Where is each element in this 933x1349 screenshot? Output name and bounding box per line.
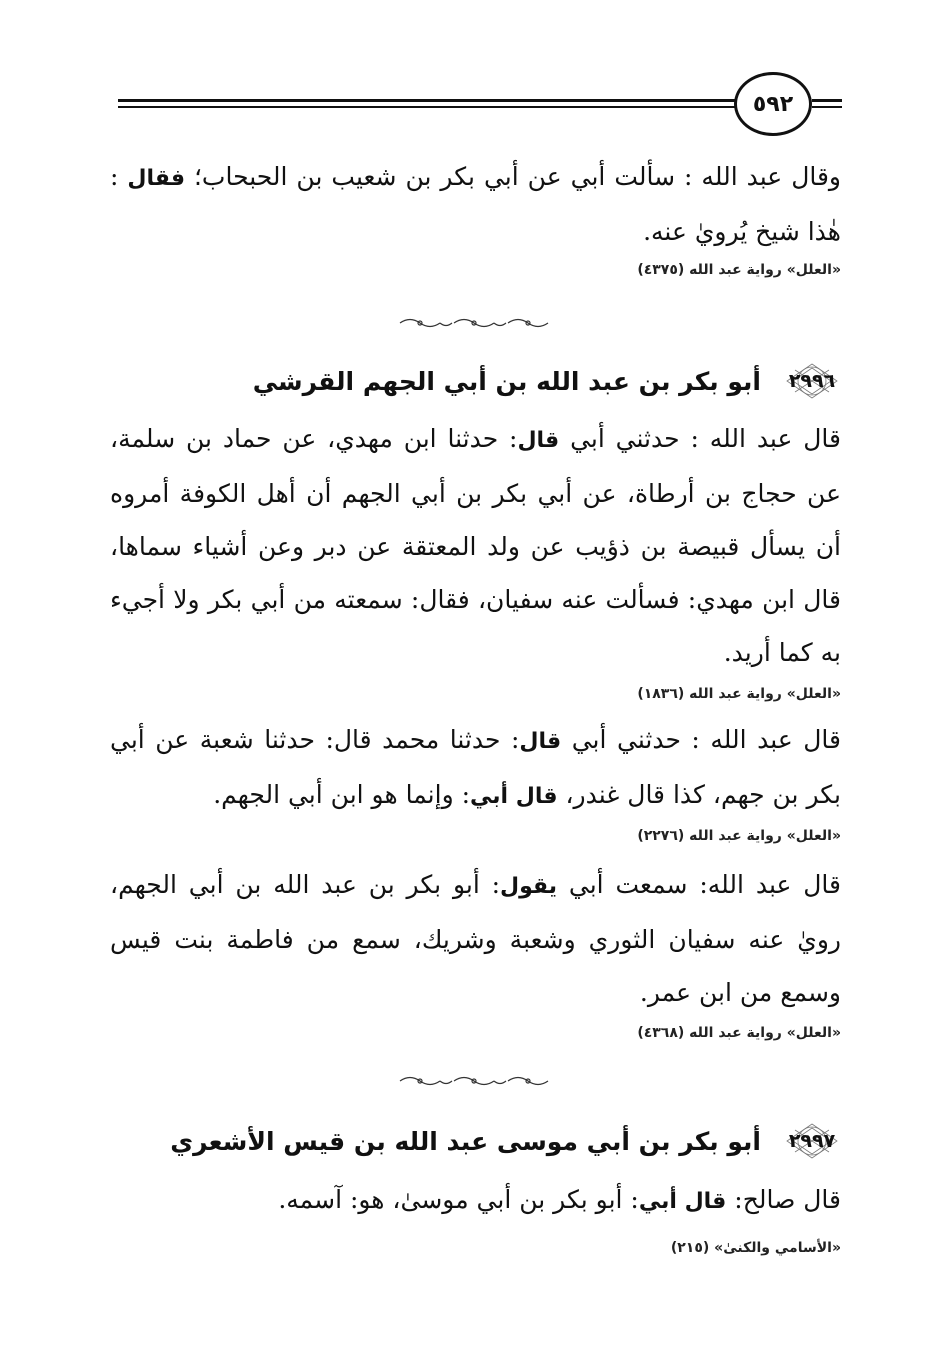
- source-citation: «الأسامي والكنىٰ» (٢١٥): [670, 1240, 841, 1256]
- source-citation: «العلل» رواية عبد الله (٤٣٦٨): [637, 1025, 841, 1041]
- entry-title: أبو بكر بن أبي موسى عبد الله بن قيس الأشعري: [170, 1126, 761, 1156]
- ornament-divider: [396, 1074, 556, 1088]
- header-rule: [118, 106, 738, 108]
- narration-paragraph: قال عبد الله: سمعت أبي يقول: أبو بكر بن عبد الله بن أبي الجهم، رويٰ عنه سفيان الثوري وشعبة وشريك، سمع من فاطمة بنت قيس وسمع من ابن عمر.: [110, 870, 841, 1007]
- entry-number: ٢٩٩٦: [788, 370, 836, 392]
- source-citation: «العلل» رواية عبد الله (٢٢٧٦): [637, 828, 841, 844]
- header-rule: [118, 99, 738, 102]
- intro-paragraph: وقال عبد الله : سألت أبي عن أبي بكر بن شعيب بن الحبحاب؛ فقال : هٰذا شيخ يُرويٰ عنه.: [110, 162, 842, 246]
- header-rule: [812, 99, 842, 102]
- ornament-divider: [396, 316, 556, 330]
- entry-number-badge: [783, 1122, 841, 1160]
- entry-heading: [110, 362, 841, 400]
- source-citation: «العلل» رواية عبد الله (١٨٣٦): [637, 686, 841, 702]
- entry-heading: [110, 1122, 841, 1160]
- entry-title: أبو بكر بن عبد الله بن أبي الجهم القرشي: [252, 366, 761, 396]
- narration-paragraph: قال صالح: قال أبي: أبو بكر بن أبي موسىٰ، هو: آسمه.: [278, 1185, 841, 1214]
- entry-number: ٢٩٩٧: [788, 1130, 836, 1152]
- narration-paragraph: قال عبد الله : حدثني أبي قال: حدثنا محمد قال: حدثنا شعبة عن أبي بكر بن جهم، كذا قال غندر، قال أبي: وإنما هو ابن أبي الجهم.: [110, 725, 841, 809]
- narration-paragraph: قال عبد الله : حدثني أبي قال: حدثنا ابن مهدي، عن حماد بن سلمة، عن حجاج بن أرطاة، عن أبي بكر بن أبي الجهم أن أهل الكوفة أمروه أن يسأل قبيصة بن ذؤيب عن ولد المعتقة عن دبر وعن أشياء سماها، قال ابن مهدي: فسألت عنه سفيان، فقال: سمعته من أبي بكر ولا أجيء به كما أريد.: [110, 424, 841, 667]
- page-number: ٥٩٢: [734, 72, 812, 136]
- entry-number-badge: [783, 362, 841, 400]
- source-citation: «العلل» رواية عبد الله (٤٣٧٥): [637, 262, 841, 278]
- header-rule: [812, 106, 842, 108]
